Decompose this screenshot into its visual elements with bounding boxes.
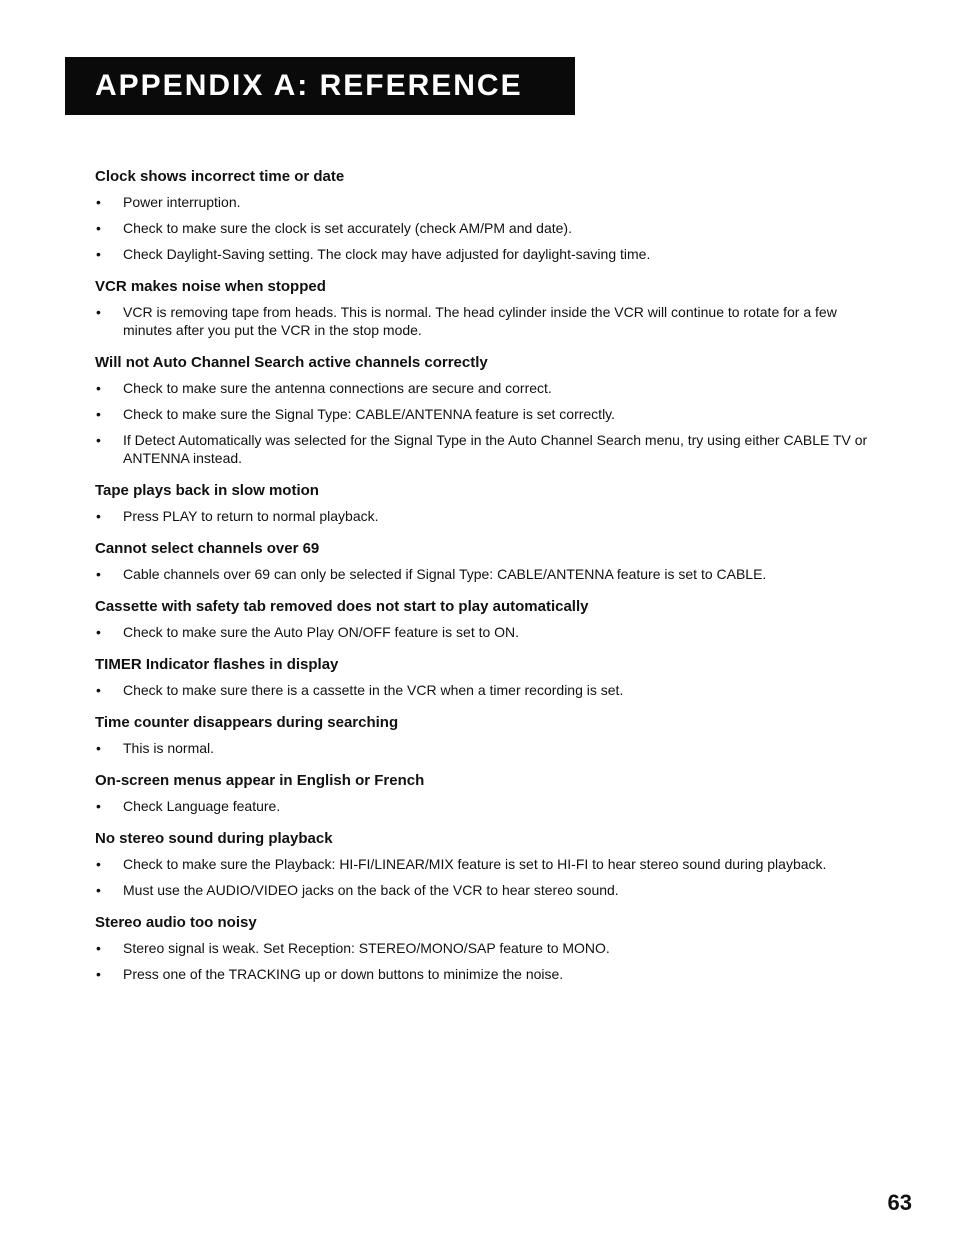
troubleshooting-section [95,539,875,583]
list-item-text: Cable channels over 69 can only be selected if Signal Type: CABLE/ANTENNA feature is set to CABLE. [123,566,767,582]
bullet-dot-icon: • [96,304,101,320]
section-heading: Time counter disappears during searching [95,714,399,731]
list-item [95,939,875,957]
list-item [95,303,875,339]
troubleshooting-section [95,167,875,263]
list-item-text: Check Daylight-Saving setting. The clock may have adjusted for daylight-saving time. [123,246,651,262]
list-item-text: Check to make sure the Signal Type: CABLE/ANTENNA feature is set correctly. [123,406,616,422]
list-item [95,965,875,983]
section-heading: On-screen menus appear in English or French [95,772,425,789]
list-item [95,565,875,583]
section-heading: VCR makes noise when stopped [95,278,326,295]
bullet-list [95,193,875,263]
list-item-text: Press one of the TRACKING up or down buttons to minimize the noise. [123,966,564,982]
bullet-list [95,565,875,583]
list-item-text: Check to make sure the Auto Play ON/OFF feature is set to ON. [123,624,520,640]
bullet-dot-icon: • [96,508,101,524]
list-item-text: Check to make sure the Playback: HI-FI/LINEAR/MIX feature is set to HI-FI to hear stereo sound during playback. [123,856,827,872]
list-item-text: Check Language feature. [123,798,281,814]
bullet-dot-icon: • [96,220,101,236]
troubleshooting-section [95,655,875,699]
list-item [95,379,875,397]
section-heading: Stereo audio too noisy [95,914,257,931]
list-item-text: Must use the AUDIO/VIDEO jacks on the back of the VCR to hear stereo sound. [123,882,619,898]
header-banner [65,57,575,115]
list-item [95,405,875,423]
troubleshooting-section [95,771,875,815]
bullet-list [95,939,875,983]
bullet-list [95,681,875,699]
bullet-dot-icon: • [96,740,101,756]
page-title: APPENDIX A: REFERENCE [95,69,523,102]
page-number: 63 [887,1190,912,1215]
list-item [95,193,875,211]
bullet-dot-icon: • [96,798,101,814]
bullet-dot-icon: • [96,856,101,872]
list-item [95,739,875,757]
bullet-list [95,623,875,641]
bullet-list [95,379,875,467]
bullet-dot-icon: • [96,194,101,210]
section-heading: Cannot select channels over 69 [95,540,320,557]
section-heading: Tape plays back in slow motion [95,482,319,499]
bullet-list [95,855,875,899]
bullet-list [95,797,875,815]
troubleshooting-section [95,597,875,641]
list-item-text: VCR is removing tape from heads. This is normal. The head cylinder inside the VCR will continue to rotate for a few minutes after you put the VCR in the stop mode. [123,304,837,338]
section-heading: Clock shows incorrect time or date [95,168,345,185]
bullet-dot-icon: • [96,406,101,422]
troubleshooting-section [95,277,875,339]
list-item-text: Power interruption. [123,194,241,210]
section-heading: TIMER Indicator flashes in display [95,656,339,673]
bullet-dot-icon: • [96,566,101,582]
troubleshooting-section [95,829,875,899]
bullet-list [95,507,875,525]
section-heading: Will not Auto Channel Search active channels correctly [95,354,488,371]
troubleshooting-section [95,713,875,757]
list-item [95,681,875,699]
section-heading: No stereo sound during playback [95,830,333,847]
list-item-text: Press PLAY to return to normal playback. [123,508,379,524]
bullet-list [95,303,875,339]
list-item [95,855,875,873]
list-item-text: If Detect Automatically was selected for the Signal Type in the Auto Channel Search menu, try using either CABLE TV or ANTENNA instead. [123,432,868,466]
bullet-dot-icon: • [96,432,101,448]
troubleshooting-section [95,353,875,467]
bullet-list [95,739,875,757]
troubleshooting-section [95,481,875,525]
list-item-text: Stereo signal is weak. Set Reception: STEREO/MONO/SAP feature to MONO. [123,940,610,956]
bullet-dot-icon: • [96,966,101,982]
bullet-dot-icon: • [96,940,101,956]
list-item [95,797,875,815]
list-item-text: Check to make sure there is a cassette in the VCR when a timer recording is set. [123,682,624,698]
list-item-text: Check to make sure the antenna connections are secure and correct. [123,380,552,396]
list-item [95,623,875,641]
list-item [95,507,875,525]
bullet-dot-icon: • [96,246,101,262]
list-item-text: Check to make sure the clock is set accurately (check AM/PM and date). [123,220,572,236]
list-item [95,219,875,237]
bullet-dot-icon: • [96,682,101,698]
section-heading: Cassette with safety tab removed does not start to play automatically [95,598,589,615]
list-item-text: This is normal. [123,740,215,756]
bullet-dot-icon: • [96,624,101,640]
troubleshooting-section [95,913,875,983]
bullet-dot-icon: • [96,380,101,396]
list-item [95,431,875,467]
list-item [95,245,875,263]
bullet-dot-icon: • [96,882,101,898]
list-item [95,881,875,899]
troubleshooting-content [95,167,875,983]
